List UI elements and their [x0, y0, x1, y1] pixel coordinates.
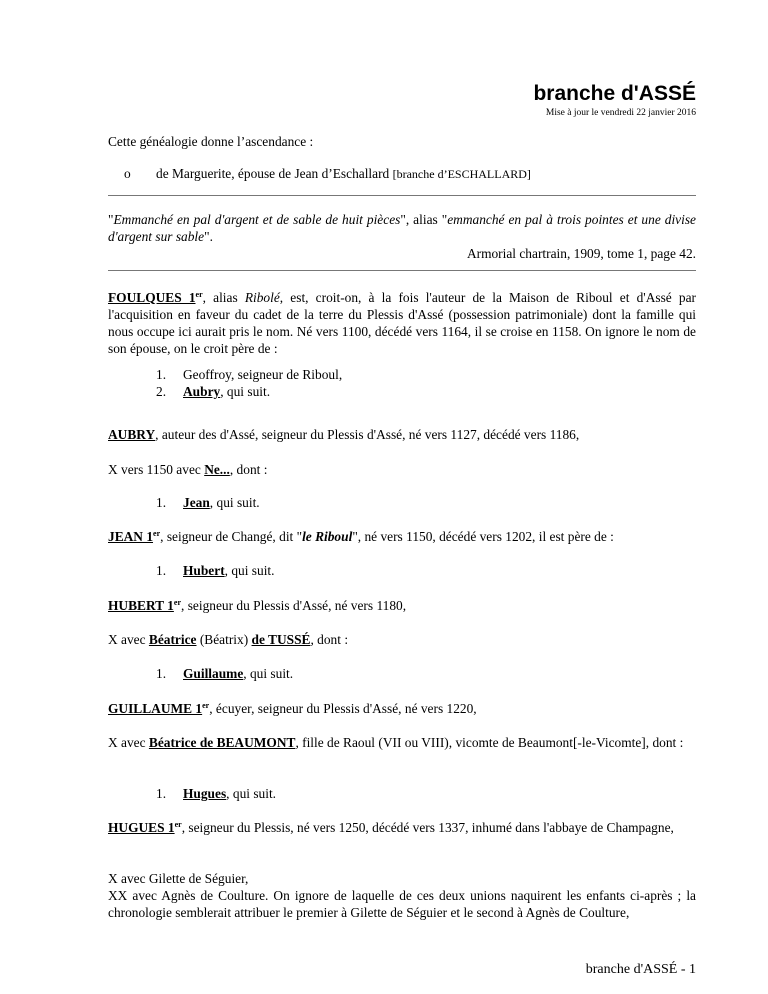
union-pre: X avec: [108, 735, 149, 750]
guillaume-sup: er: [202, 701, 210, 710]
blazon-1: Emmanché en pal d'argent et de sable de huit pièces: [113, 212, 401, 227]
child-rest: , qui suit.: [209, 495, 260, 510]
jean-t1: , seigneur de Changé, dit ": [160, 529, 303, 544]
guillaume-children: [156, 785, 276, 802]
foulques-t1: , alias: [202, 290, 245, 305]
page-footer: branche d'ASSÉ - 1: [585, 962, 696, 977]
hubert-description: , seigneur du Plessis d'Assé, né vers 1180,: [181, 598, 407, 613]
alias-text: ", alias ": [400, 212, 448, 227]
hubert-paragraph: [108, 597, 696, 614]
foulques-children: [156, 366, 342, 400]
list-item: [156, 562, 275, 579]
union-pre: X avec: [108, 632, 149, 647]
armorial-source: Armorial chartrain, 1909, tome 1, page 42.: [466, 246, 696, 261]
jean-nickname: le Riboul: [302, 529, 353, 544]
child-jean-link[interactable]: Jean: [183, 495, 210, 510]
armorial-description: [108, 211, 696, 245]
list-number: 1.: [156, 367, 167, 382]
divider-top: [108, 195, 696, 196]
list-item: [156, 383, 342, 400]
child-rest: , qui suit.: [226, 786, 277, 801]
guillaume-union: [108, 734, 696, 751]
child-aubry-link[interactable]: Aubry: [183, 384, 221, 399]
foulques-paragraph: [108, 289, 696, 357]
list-item: [156, 665, 293, 682]
union-post: , dont :: [310, 632, 349, 647]
update-date: Mise à jour le vendredi 22 janvier 2016: [545, 108, 696, 118]
hugues-unions: [108, 870, 696, 921]
union-post: , fille de Raoul (VII ou VIII), vicomte de Beaumont[-le-Vicomte], dont :: [295, 735, 684, 750]
list-number: 1.: [156, 786, 167, 801]
list-number: 1.: [156, 495, 167, 510]
jean-name: JEAN 1: [108, 529, 154, 544]
jean-paragraph: [108, 528, 696, 545]
aubry-description: , auteur des d'Assé, seigneur du Plessis d'Assé, né vers 1127, décédé vers 1186,: [155, 427, 580, 442]
hubert-children: [156, 665, 293, 682]
spouse-ne-link[interactable]: Ne...: [204, 462, 230, 477]
list-number: 1.: [156, 563, 167, 578]
list-item: [156, 366, 342, 383]
hugues-description: , seigneur du Plessis, né vers 1250, décédé vers 1337, inhumé dans l'abbaye de Champagne,: [181, 820, 674, 835]
child-rest: , qui suit.: [220, 384, 271, 399]
spouse-beaumont-link[interactable]: Béatrice de BEAUMONT: [148, 735, 296, 750]
hugues-name: HUGUES 1: [108, 820, 175, 835]
quote-close: ".: [204, 229, 213, 244]
foulques-description: , est, croit-on, à la fois l'auteur de la Maison de Riboul et d'Assé par l'acquisition en faveur du cadet de la terre du Plessis d'Assé (possession patrimoniale) dont la famille qui nous occupe ici aurait pris le nom. Né vers 1100, décédé vers 1164, il se croise en 1158. On ignore le nom de son épouse, on le croit père de :: [108, 290, 696, 356]
foulques-sup: er: [195, 290, 203, 299]
intro-text: Cette généalogie donne l’ascendance :: [108, 134, 314, 149]
union-post: , dont :: [229, 462, 268, 477]
jean-sup: er: [153, 529, 161, 538]
quote-open: ": [108, 212, 114, 227]
child-geoffroy: Geoffroy, seigneur de Riboul,: [183, 367, 343, 382]
guillaume-paragraph: [108, 700, 696, 717]
hugues-paragraph: [108, 819, 696, 836]
spouse-tusse-link[interactable]: de TUSSÉ: [251, 632, 311, 647]
hubert-sup: er: [173, 598, 181, 607]
hugues-sup: er: [174, 820, 182, 829]
jean-description: ", né vers 1150, décédé vers 1202, il est père de :: [352, 529, 614, 544]
child-guillaume-link[interactable]: Guillaume: [183, 666, 244, 681]
child-hubert-link[interactable]: Hubert: [183, 563, 225, 578]
union-mid: (Béatrix): [196, 632, 252, 647]
hubert-union: [108, 631, 696, 648]
aubry-union: [108, 461, 696, 478]
blazon-2: emmanché en pal à trois pointes et une divise d'argent sur sable: [108, 212, 697, 244]
jean-children: [156, 562, 275, 579]
bullet-mark: o: [124, 166, 131, 181]
foulques-alias: Ribolé: [244, 290, 280, 305]
page-title: branche d'ASSÉ: [533, 82, 696, 105]
child-rest: , qui suit.: [243, 666, 294, 681]
guillaume-description: , écuyer, seigneur du Plessis d'Assé, né vers 1220,: [209, 701, 477, 716]
child-hugues-link[interactable]: Hugues: [183, 786, 227, 801]
guillaume-name: GUILLAUME 1: [108, 701, 203, 716]
spouse-beatrice-link[interactable]: Béatrice: [148, 632, 197, 647]
union-second: XX avec Agnès de Coulture. On ignore de laquelle de ces deux unions naquirent les enfants ci-après ; la chronologie semblerait attribuer le premier à Gilette de Séguier et le second à Agnès de Coulture,: [108, 888, 696, 920]
hubert-name: HUBERT 1: [108, 598, 174, 613]
child-rest: , qui suit.: [224, 563, 275, 578]
list-item: [156, 494, 260, 511]
aubry-children: [156, 494, 260, 511]
aubry-name: AUBRY: [108, 427, 156, 442]
bullet-text: de Marguerite, épouse de Jean d’Eschallard: [156, 166, 393, 181]
list-item: [156, 785, 276, 802]
foulques-name: FOULQUES 1: [108, 290, 196, 305]
union-pre: X vers 1150 avec: [108, 462, 205, 477]
branche-eschallard-link[interactable]: [branche d’ESCHALLARD]: [392, 167, 531, 181]
aubry-paragraph: [108, 426, 696, 443]
list-number: 2.: [156, 384, 167, 399]
union-first: X avec Gilette de Séguier,: [108, 871, 249, 886]
list-number: 1.: [156, 666, 167, 681]
divider-bottom: [108, 270, 696, 271]
